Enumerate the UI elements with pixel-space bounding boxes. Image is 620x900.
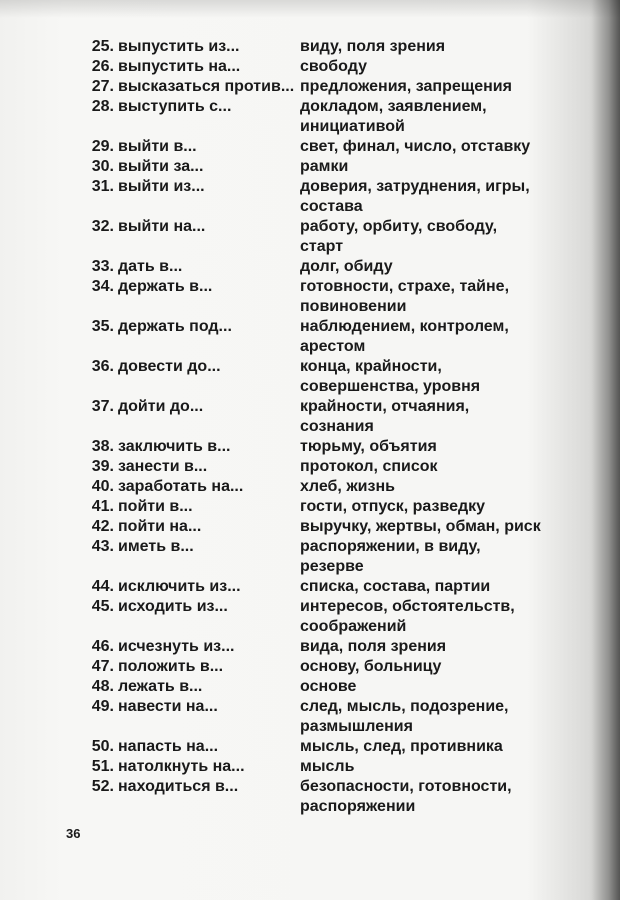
phrase-entry: [0, 737, 620, 757]
entry-verb: дать в...: [118, 258, 183, 275]
entry-number: 44.: [91, 578, 114, 595]
entry-verb: держать в...: [118, 278, 213, 295]
entry-object-line: протокол, список: [300, 458, 438, 475]
entry-objects: [300, 697, 590, 737]
entry-objects: [300, 577, 590, 597]
entry-verb: исходить из...: [118, 598, 228, 615]
entry-number: 29.: [91, 138, 114, 155]
entry-objects: [300, 357, 590, 397]
entry-object-line: арестом: [300, 338, 366, 355]
phrase-entry: [0, 757, 620, 777]
entry-number: 49.: [91, 698, 114, 715]
phrase-entry: [0, 257, 620, 277]
entry-number: 42.: [91, 518, 114, 535]
entry-number: 45.: [91, 598, 114, 615]
phrase-entry: [0, 537, 620, 577]
entry-number: 37.: [91, 398, 114, 415]
entry-object-line: основе: [300, 678, 357, 695]
entry-number: 47.: [91, 658, 114, 675]
entry-number: 39.: [91, 458, 114, 475]
entry-objects: [300, 177, 590, 217]
entry-objects: [300, 37, 590, 57]
phrase-entry: [0, 777, 620, 817]
entry-object-line: мысль: [300, 758, 355, 775]
entry-object-line: размышления: [300, 718, 413, 735]
entry-object-line: основу, больницу: [300, 658, 442, 675]
entry-objects: [300, 77, 590, 97]
entry-objects: [300, 97, 590, 137]
phrase-entry: [0, 477, 620, 497]
entry-objects: [300, 257, 590, 277]
phrase-entry: [0, 137, 620, 157]
entry-verb: выйти за...: [118, 158, 204, 175]
phrase-entry: [0, 697, 620, 737]
entry-objects: [300, 397, 590, 437]
entry-number: 32.: [91, 218, 114, 235]
entry-object-line: конца, крайности,: [300, 358, 442, 375]
entry-object-line: списка, состава, партии: [300, 578, 491, 595]
entry-object-line: хлеб, жизнь: [300, 478, 395, 495]
phrase-entry: [0, 177, 620, 217]
phrase-entry: [0, 517, 620, 537]
entry-number: 25.: [91, 38, 114, 55]
entry-number: 31.: [91, 178, 114, 195]
entry-verb: выйти в...: [118, 138, 197, 155]
entry-object-line: совершенства, уровня: [300, 378, 481, 395]
entry-object-line: тюрьму, объятия: [300, 438, 437, 455]
phrase-entry: [0, 317, 620, 357]
entry-object-line: безопасности, готовности,: [300, 778, 512, 795]
entry-objects: [300, 597, 590, 637]
phrase-entry: [0, 77, 620, 97]
entry-object-line: вида, поля зрения: [300, 638, 447, 655]
phrase-entry: [0, 217, 620, 257]
entry-verb: находиться в...: [118, 778, 239, 795]
entry-object-line: наблюдением, контролем,: [300, 318, 509, 335]
entry-number: 43.: [91, 538, 114, 555]
entry-verb: пойти на...: [118, 518, 202, 535]
entry-objects: [300, 217, 590, 257]
entry-object-line: состава: [300, 198, 363, 215]
entry-number: 41.: [91, 498, 114, 515]
entry-verb: исчезнуть из...: [118, 638, 235, 655]
entry-number: 50.: [91, 738, 114, 755]
entry-verb: довести до...: [118, 358, 221, 375]
phrase-entry: [0, 637, 620, 657]
entry-object-line: повиновении: [300, 298, 407, 315]
phrase-entry: [0, 497, 620, 517]
entry-verb: дойти до...: [118, 398, 204, 415]
entry-verb: напасть на...: [118, 738, 219, 755]
entry-objects: [300, 537, 590, 577]
entry-objects: [300, 317, 590, 357]
entry-object-line: работу, орбиту, свободу,: [300, 218, 498, 235]
entry-objects: [300, 677, 590, 697]
entry-number: 38.: [91, 438, 114, 455]
entry-objects: [300, 137, 590, 157]
phrase-entry: [0, 277, 620, 317]
entry-object-line: мысль, след, противника: [300, 738, 503, 755]
entry-objects: [300, 517, 590, 537]
entry-number: 46.: [91, 638, 114, 655]
phrase-entry: [0, 97, 620, 137]
entry-object-line: старт: [300, 238, 344, 255]
entry-object-line: гости, отпуск, разведку: [300, 498, 486, 515]
entry-verb: положить в...: [118, 658, 224, 675]
entry-object-line: сознания: [300, 418, 374, 435]
entry-objects: [300, 777, 590, 817]
entry-objects: [300, 457, 590, 477]
entry-objects: [300, 157, 590, 177]
entry-objects: [300, 477, 590, 497]
entry-number: 48.: [91, 678, 114, 695]
entry-object-line: предложения, запрещения: [300, 78, 512, 95]
entry-number: 28.: [91, 98, 114, 115]
phrase-entry: [0, 157, 620, 177]
entry-verb: высказаться против...: [118, 78, 295, 95]
entry-verb: пойти в...: [118, 498, 193, 515]
entry-objects: [300, 637, 590, 657]
entry-objects: [300, 757, 590, 777]
entry-object-line: интересов, обстоятельств,: [300, 598, 515, 615]
entry-objects: [300, 277, 590, 317]
entry-verb: выступить с...: [118, 98, 232, 115]
entry-object-line: долг, обиду: [300, 258, 393, 275]
entry-verb: выпустить на...: [118, 58, 241, 75]
entry-object-line: свободу: [300, 58, 367, 75]
entry-number: 27.: [91, 78, 114, 95]
phrase-entry: [0, 597, 620, 637]
entry-verb: выпустить из...: [118, 38, 240, 55]
entry-number: 36.: [91, 358, 114, 375]
phrase-entry: [0, 677, 620, 697]
entry-verb: лежать в...: [118, 678, 203, 695]
entry-verb: выйти на...: [118, 218, 206, 235]
phrase-entry: [0, 577, 620, 597]
entry-object-line: свет, финал, число, отставку: [300, 138, 531, 155]
entry-number: 33.: [91, 258, 114, 275]
entry-number: 26.: [91, 58, 114, 75]
phrase-entry: [0, 37, 620, 57]
entry-verb: заключить в...: [118, 438, 231, 455]
entry-verb: исключить из...: [118, 578, 241, 595]
entry-verb: заработать на...: [118, 478, 244, 495]
entry-object-line: инициативой: [300, 118, 405, 135]
phrase-entry: [0, 657, 620, 677]
page-number: 36: [66, 826, 81, 841]
phrase-list: [0, 37, 620, 817]
phrase-entry: [0, 457, 620, 477]
entry-verb: выйти из...: [118, 178, 205, 195]
phrase-entry: [0, 437, 620, 457]
entry-verb: занести в...: [118, 458, 208, 475]
entry-object-line: рамки: [300, 158, 349, 175]
scan-shadow-top: [0, 0, 620, 18]
entry-number: 52.: [91, 778, 114, 795]
entry-verb: навести на...: [118, 698, 218, 715]
entry-number: 34.: [91, 278, 114, 295]
entry-number: 30.: [91, 158, 114, 175]
entry-objects: [300, 657, 590, 677]
entry-object-line: соображений: [300, 618, 407, 635]
entry-object-line: доверия, затруднения, игры,: [300, 178, 530, 195]
entry-object-line: резерве: [300, 558, 364, 575]
entry-object-line: виду, поля зрения: [300, 38, 446, 55]
entry-number: 35.: [91, 318, 114, 335]
phrase-entry: [0, 57, 620, 77]
entry-verb: натолкнуть на...: [118, 758, 245, 775]
entry-object-line: крайности, отчаяния,: [300, 398, 470, 415]
entry-object-line: докладом, заявлением,: [300, 98, 487, 115]
entry-objects: [300, 57, 590, 77]
entry-object-line: готовности, страхе, тайне,: [300, 278, 510, 295]
entry-objects: [300, 437, 590, 457]
entry-number: 40.: [91, 478, 114, 495]
entry-verb: иметь в...: [118, 538, 194, 555]
entry-object-line: распоряжении: [300, 798, 416, 815]
entry-object-line: выручку, жертвы, обман, риск: [300, 518, 541, 535]
entry-verb: держать под...: [118, 318, 232, 335]
phrase-entry: [0, 357, 620, 397]
entry-object-line: след, мысль, подозрение,: [300, 698, 509, 715]
entry-objects: [300, 737, 590, 757]
entry-number: 51.: [91, 758, 114, 775]
entry-objects: [300, 497, 590, 517]
entry-object-line: распоряжении, в виду,: [300, 538, 481, 555]
phrase-entry: [0, 397, 620, 437]
